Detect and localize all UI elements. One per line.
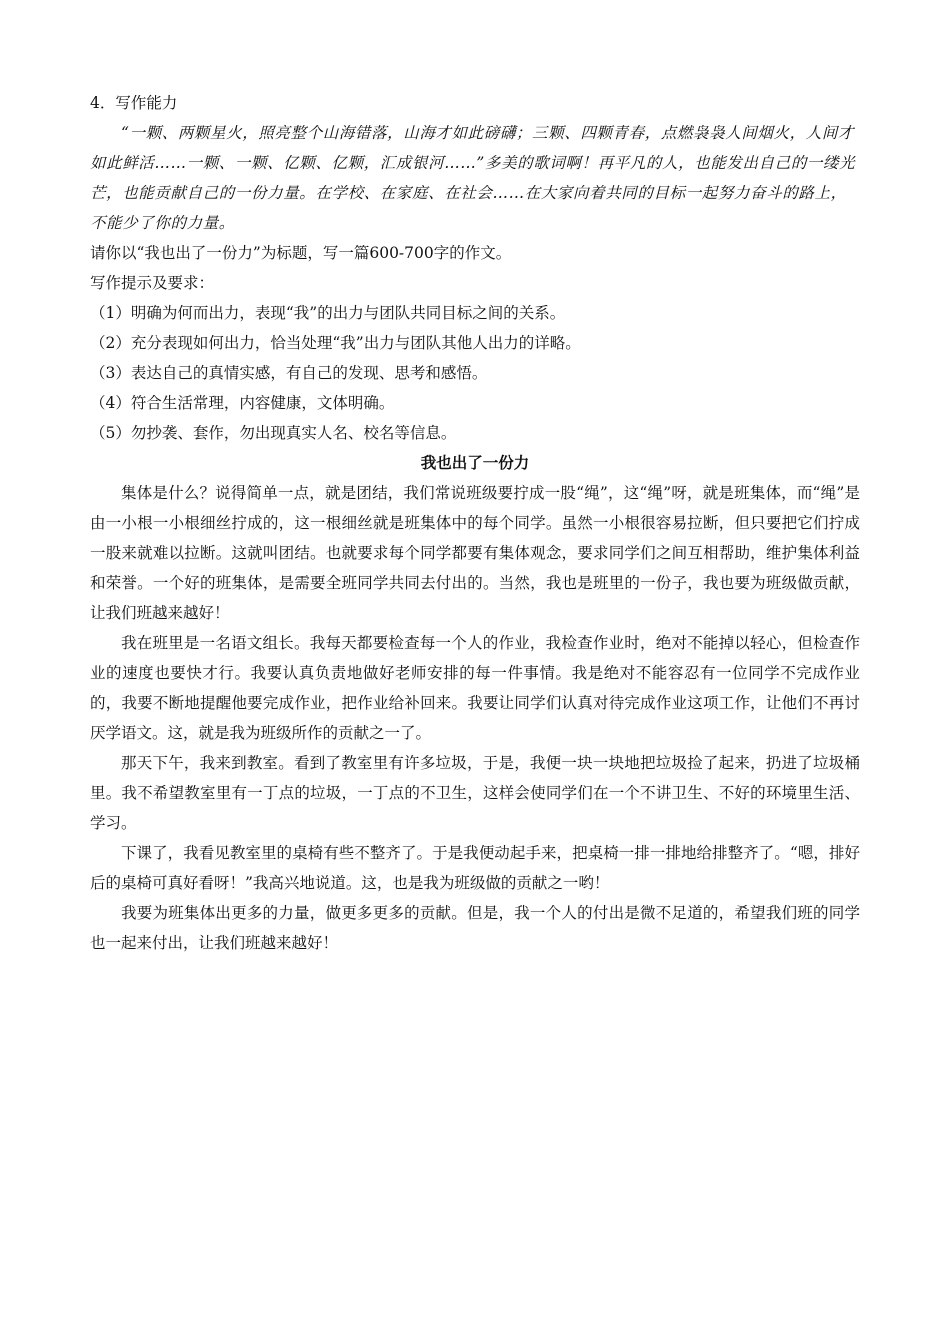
prompt-paragraph: “一颗、两颗星火，照亮整个山海错落，山海才如此磅礴；三颗、四颗青春，点燃袅袅人间烟火，人间才如此鲜活……一颗、一颗、亿颗、亿颗，汇成银河……”多美的歌词啊！再平凡的人，也能发出自己的一缕光芒，也能贡献自己的一份力量。在学校、在家庭、在社会……在大家向着共同的目标一起努力奋斗的路上，不能少了你的力量。: [90, 124, 856, 232]
requirement-item: （5）勿抄袭、套作，勿出现真实人名、校名等信息。: [90, 424, 457, 442]
section-heading: 4．写作能力: [90, 94, 178, 112]
document-page: [90, 88, 860, 958]
requirement-item: （2）充分表现如何出力，恰当处理“我”出力与团队其他人出力的详略。: [90, 334, 581, 352]
essay-paragraph: 我要为班集体出更多的力量，做更多更多的贡献。但是，我一个人的付出是微不足道的，希望我们班的同学也一起来付出，让我们班越来越好！: [90, 904, 860, 952]
essay-paragraph: 下课了，我看见教室里的桌椅有些不整齐了。于是我便动起手来，把桌椅一排一排地给排整齐了。“嗯，排好后的桌椅可真好看呀！”我高兴地说道。这，也是我为班级做的贡献之一哟！: [90, 844, 860, 892]
requirement-item: （1）明确为何而出力，表现“我”的出力与团队共同目标之间的关系。: [90, 304, 566, 322]
essay-paragraph: 那天下午，我来到教室。看到了教室里有许多垃圾，于是，我便一块一块地把垃圾捡了起来，扔进了垃圾桶里。我不希望教室里有一丁点的垃圾，一丁点的不卫生，这样会使同学们在一个不讲卫生、不好的环境里生活、学习。: [90, 754, 860, 832]
requirement-item: （3）表达自己的真情实感，有自己的发现、思考和感悟。: [90, 364, 488, 382]
essay-paragraph: 我在班里是一名语文组长。我每天都要检查每一个人的作业，我检查作业时，绝对不能掉以轻心，但检查作业的速度也要快才行。我要认真负责地做好老师安排的每一件事情。我是绝对不能容忍有一位同学不完成作业的，我要不断地提醒他要完成作业，把作业给补回来。我要让同学们认真对待完成作业这项工作，让他们不再讨厌学语文。这，就是我为班级所作的贡献之一了。: [90, 634, 860, 742]
essay-paragraph: 集体是什么？说得简单一点，就是团结，我们常说班级要拧成一股“绳”，这“绳”呀，就是班集体，而“绳”是由一小根一小根细丝拧成的，这一根细丝就是班集体中的每个同学。虽然一小根很容易拉断，但只要把它们拧成一股来就难以拉断。这就叫团结。也就要求每个同学都要有集体观念，要求同学们之间互相帮助，维护集体利益和荣誉。一个好的班集体，是需要全班同学共同去付出的。当然，我也是班里的一份子，我也要为班级做贡献，让我们班越来越好！: [90, 484, 860, 622]
requirement-item: （4）符合生活常理，内容健康，文体明确。: [90, 394, 395, 412]
requirements-heading: 写作提示及要求：: [90, 274, 215, 292]
task-instruction: 请你以“我也出了一份力”为标题，写一篇600-700字的作文。: [90, 244, 512, 262]
essay-title: 我也出了一份力: [420, 453, 530, 472]
